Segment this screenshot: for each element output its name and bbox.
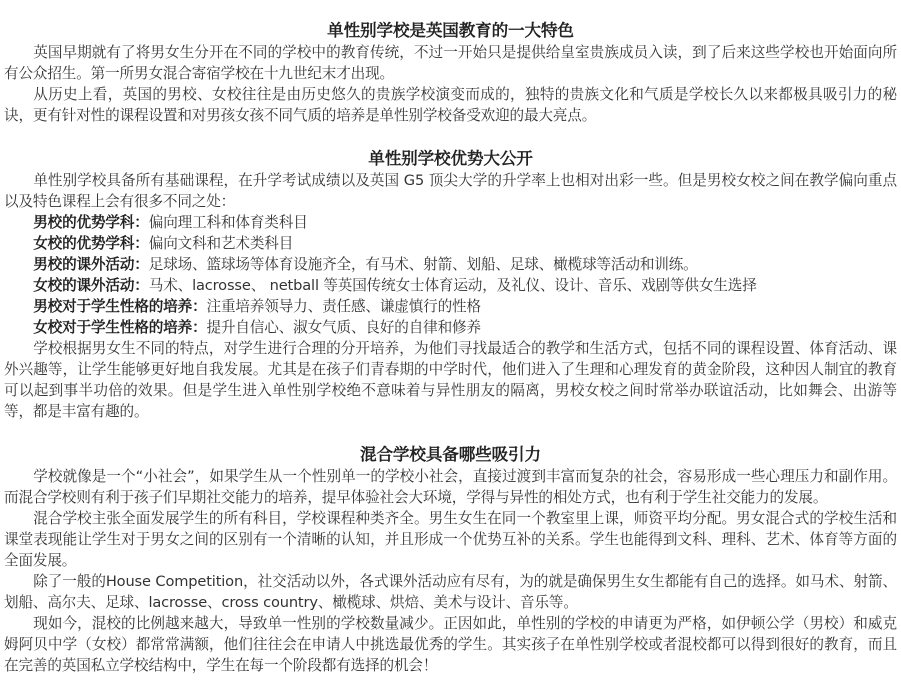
item-label: 男校的优势学科： xyxy=(33,214,149,231)
paragraph: 英国早期就有了将男女生分开在不同的学校中的教育传统，不过一开始只是提供给皇室贵族成员入读，到了后来这些学校也开始面向所有公众招生。第一所男女混合寄宿学校在十九世纪末才出现。 xyxy=(4,44,897,82)
item-label: 男校的课外活动： xyxy=(33,256,149,273)
item-label: 女校的优势学科： xyxy=(33,235,149,252)
paragraph: 现如今，混校的比例越来越大，导致单一性别的学校数量减少。正因如此，单性别的学校的申请更为严格，如伊顿公学（男校）和威克姆阿贝中学（女校）都常常满额，他们往往会在申请人中挑选最优秀的学生。其实孩子在单性别学校或者混校都可以得到很好的教育，而且在完善的英国私立学校结构中，学生在每一个阶段都有选择的机会！ xyxy=(4,615,897,674)
item-label: 男校对于学生性格的培养： xyxy=(33,298,207,315)
item-text: 马术、lacrosse、 netball 等英国传统女士体育运动，及礼仪、设计、音乐、戏剧等供女生选择 xyxy=(148,277,757,294)
section-single-sex-tradition xyxy=(4,0,897,126)
list-item xyxy=(4,233,897,254)
section-title: 单性别学校优势大公开 xyxy=(368,149,533,168)
paragraph: 除了一般的House Competition，社交活动以外，各式课外活动应有尽有，为的就是确保男生女生都能有自己的选择。如马术、射箭、划船、高尔夫、足球、lacrosse、cross country、橄榄球、烘焙、美术与设计、音乐等。 xyxy=(4,573,897,611)
item-text: 偏向理工科和体育类科目 xyxy=(148,214,308,231)
paragraph: 学校根据男女生不同的特点，对学生进行合理的分开培养，为他们寻找最适合的教学和生活方式，包括不同的课程设置、体育活动、课外兴趣等，让学生能够更好地自我发展。尤其是在孩子们青春期的中学时代，他们进入了生理和心理发育的黄金阶段，这种因人制宜的教育可以起到事半功倍的效果。但是学生进入单性别学校绝不意味着与异性朋友的隔离，男校女校之间时常举办联谊活动，比如舞会、出游等等，都是丰富有趣的。 xyxy=(4,340,897,420)
list-item xyxy=(4,275,897,296)
item-label: 女校的课外活动： xyxy=(33,277,149,294)
list-item xyxy=(4,254,897,275)
paragraph: 混合学校主张全面发展学生的所有科目，学校课程种类齐全。男生女生在同一个教室里上课，师资平均分配。男女混合式的学校生活和课堂表现能让学生对于男女之间的区别有一个清晰的认知，并且形成一个优势互补的关系。学生也能得到文科、理科、艺术、体育等方面的全面发展。 xyxy=(4,510,897,569)
item-label: 女校对于学生性格的培养： xyxy=(33,319,207,336)
item-text: 偏向文科和艺术类科目 xyxy=(148,235,294,252)
paragraph: 单性别学校具备所有基础课程，在升学考试成绩以及英国 G5 顶尖大学的升学率上也相对出彩一些。但是男校女校之间在教学偏向重点以及特色课程上会有很多不同之处： xyxy=(4,172,897,210)
paragraph: 学校就像是一个“小社会”，如果学生从一个性别单一的学校小社会，直接过渡到丰富而复杂的社会，容易形成一些心理压力和副作用。而混合学校则有利于孩子们早期社交能力的培养，提早体验社会大环境，学得与异性的相处方式，也有利于学生社交能力的发展。 xyxy=(4,468,897,506)
list-item xyxy=(4,212,897,233)
section-single-sex-advantages xyxy=(4,126,897,422)
item-text: 提升自信心、淑女气质、良好的自律和修养 xyxy=(206,319,481,336)
item-text: 足球场、篮球场等体育设施齐全，有马术、射箭、划船、足球、橄榄球等活动和训练。 xyxy=(148,256,698,273)
list-item xyxy=(4,296,897,317)
item-text: 注重培养领导力、责任感、谦虚慎行的性格 xyxy=(206,298,481,315)
section-title: 混合学校具备哪些吸引力 xyxy=(360,445,541,464)
list-item xyxy=(4,317,897,338)
paragraph: 从历史上看，英国的男校、女校往往是由历史悠久的贵族学校演变而成的，独特的贵族文化和气质是学校长久以来都极具吸引力的秘诀，更有针对性的课程设置和对男孩女孩不同气质的培养是单性别学校备受欢迎的最大亮点。 xyxy=(4,86,897,124)
section-title: 单性别学校是英国教育的一大特色 xyxy=(327,21,574,40)
section-mixed-school-appeal xyxy=(4,422,897,676)
